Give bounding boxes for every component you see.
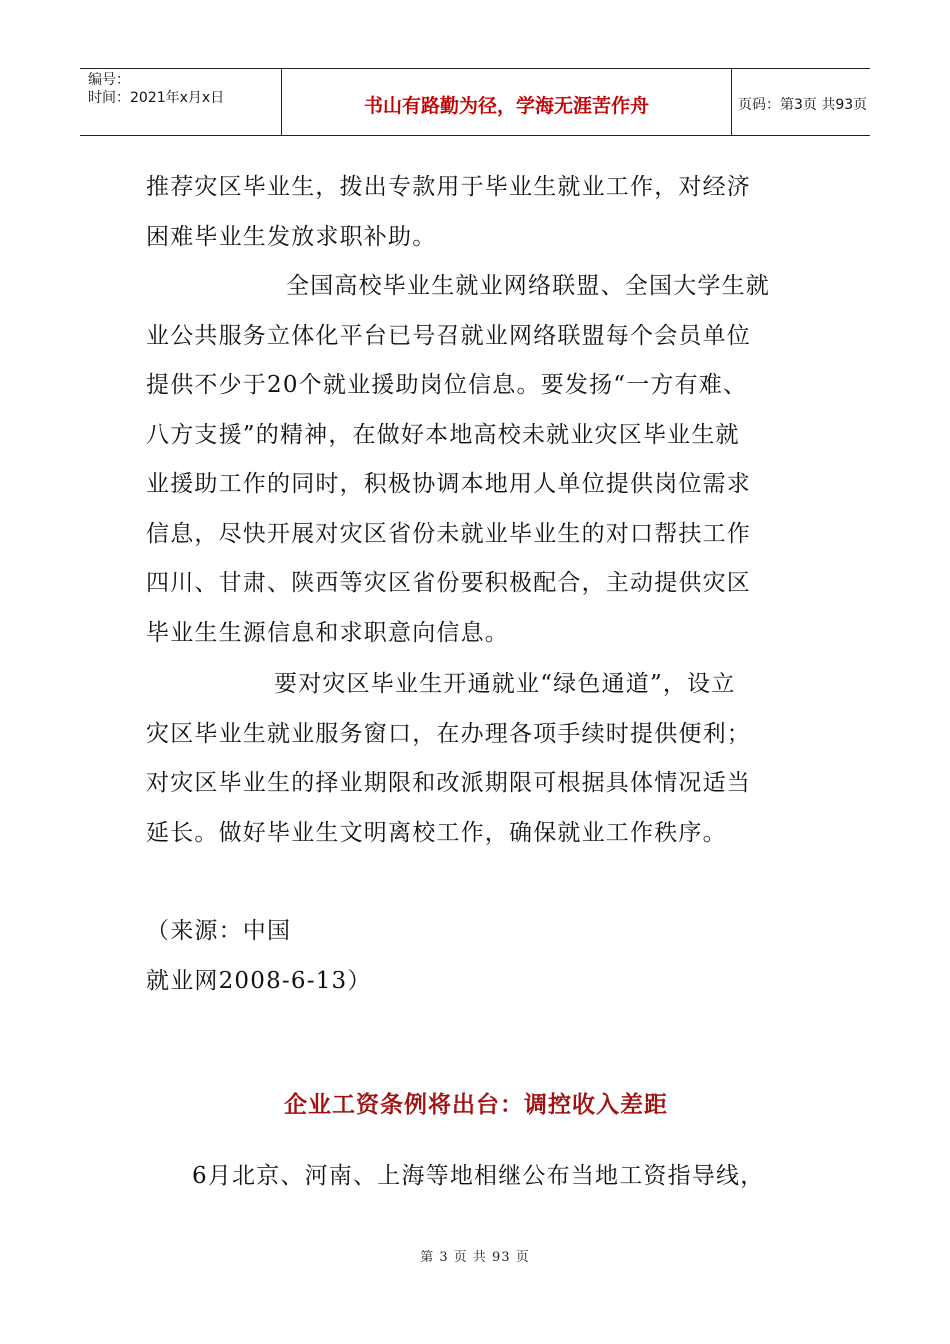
page-header	[80, 68, 870, 136]
text-line: 对灾区毕业生的择业期限和改派期限可根据具体情况适当	[146, 770, 751, 796]
text-line: 八方支援”的精神，在做好本地高校未就业灾区毕业生就	[146, 421, 740, 448]
page-footer: 第 3 页 共 93 页	[420, 1250, 530, 1265]
source-citation	[146, 907, 806, 1006]
section-title: 企业工资条例将出台：调控收入差距	[284, 1092, 668, 1118]
paragraph-2	[146, 262, 806, 658]
text-line: 困难毕业生发放求职补助。	[146, 223, 437, 250]
text-line: 四川、甘肃、陕西等灾区省份要积极配合，主动提供灾区	[146, 570, 751, 596]
section-paragraph	[146, 1152, 806, 1202]
text-line: 提供不少于20个就业援助岗位信息。要发扬“一方有难、	[146, 372, 748, 398]
text-line: 6月北京、河南、上海等地相继公布当地工资指导线，	[192, 1163, 765, 1189]
source-line: 就业网2008-6-13）	[146, 967, 372, 994]
text-line: 信息，尽快开展对灾区省份未就业毕业生的对口帮扶工作	[146, 520, 751, 547]
text-line: 要对灾区毕业生开通就业“绿色通道”，设立	[274, 671, 736, 697]
source-line: （来源：中国	[146, 918, 292, 944]
text-line: 灾区毕业生就业服务窗口，在办理各项手续时提供便利；	[146, 720, 751, 747]
text-line: 毕业生生源信息和求职意向信息。	[146, 619, 509, 646]
text-line: 业公共服务立体化平台已号召就业网络联盟每个会员单位	[146, 322, 751, 349]
document-number-label: 编号：	[88, 72, 130, 88]
paragraph-1	[146, 163, 806, 262]
text-line: 业援助工作的同时，积极协调本地用人单位提供岗位需求	[146, 471, 751, 497]
text-line: 推荐灾区毕业生，拨出专款用于毕业生就业工作，对经济	[146, 174, 751, 200]
text-line: 延长。做好毕业生文明离校工作，确保就业工作秩序。	[146, 819, 727, 846]
text-line: 全国高校毕业生就业网络联盟、全国大学生就	[286, 273, 770, 299]
header-meta-cell	[80, 69, 282, 135]
document-time-label: 时间：2021年x月x日	[88, 90, 225, 106]
paragraph-3	[146, 660, 806, 858]
header-motto: 书山有路勤为径，学海无涯苦作舟	[282, 69, 732, 135]
header-page-info: 页码：第3页 共93页	[738, 97, 868, 113]
